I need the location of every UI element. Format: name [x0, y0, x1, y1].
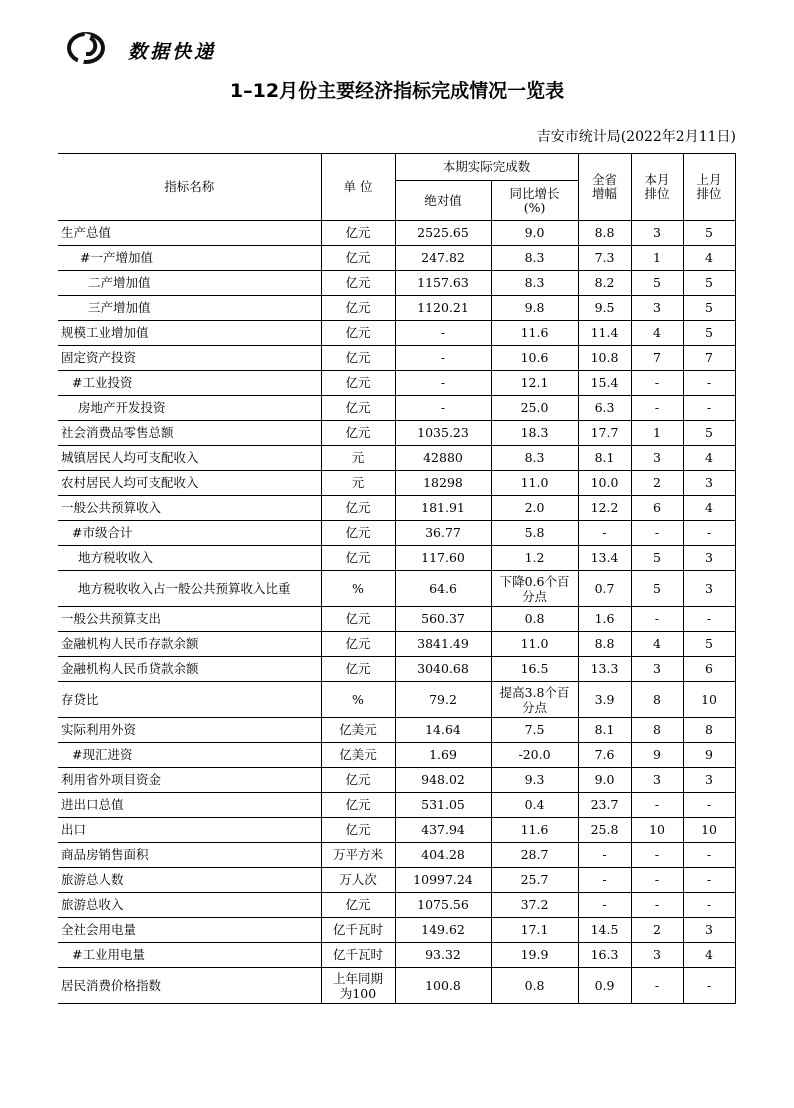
absolute-value: 1120.21	[395, 296, 491, 321]
absolute-value: 42880	[395, 446, 491, 471]
unit-cell: 亿美元	[321, 743, 395, 768]
table-row	[58, 843, 735, 868]
unit-cell: 万人次	[321, 868, 395, 893]
indicator-name: 生产总值	[58, 221, 321, 246]
table-row	[58, 918, 735, 943]
table-row	[58, 571, 735, 607]
province-growth: 8.1	[578, 446, 631, 471]
absolute-value: 1075.56	[395, 893, 491, 918]
table-row	[58, 421, 735, 446]
unit-cell: 元	[321, 446, 395, 471]
table-row	[58, 296, 735, 321]
absolute-value: 531.05	[395, 793, 491, 818]
rank-last-month: 5	[683, 321, 735, 346]
absolute-value: 117.60	[395, 546, 491, 571]
yoy-growth: 17.1	[491, 918, 578, 943]
absolute-value: 18298	[395, 471, 491, 496]
indicator-name: 存贷比	[58, 682, 321, 718]
rank-this-month: 1	[631, 421, 683, 446]
rank-this-month: 5	[631, 546, 683, 571]
rank-last-month: 7	[683, 346, 735, 371]
indicator-name: 房地产开发投资	[58, 396, 321, 421]
rank-this-month: 4	[631, 321, 683, 346]
unit-cell: 元	[321, 471, 395, 496]
indicator-name: 金融机构人民币贷款余额	[58, 657, 321, 682]
rank-last-month: -	[683, 793, 735, 818]
rank-this-month: 3	[631, 768, 683, 793]
rank-last-month: -	[683, 371, 735, 396]
logo-icon	[66, 30, 108, 66]
absolute-value: 3040.68	[395, 657, 491, 682]
table-row	[58, 868, 735, 893]
unit-cell: 亿元	[321, 893, 395, 918]
indicator-name: #工业投资	[58, 371, 321, 396]
rank-last-month: 4	[683, 446, 735, 471]
header-rank-month	[631, 154, 683, 221]
yoy-growth: 18.3	[491, 421, 578, 446]
absolute-value: 404.28	[395, 843, 491, 868]
source-note: 吉安市统计局(2022年2月11日)	[536, 129, 736, 145]
indicator-name: 社会消费品零售总额	[58, 421, 321, 446]
rank-last-month: 3	[683, 546, 735, 571]
rank-this-month: -	[631, 793, 683, 818]
table-row	[58, 632, 735, 657]
absolute-value: -	[395, 396, 491, 421]
table-row	[58, 221, 735, 246]
yoy-growth: 2.0	[491, 496, 578, 521]
unit-cell: %	[321, 682, 395, 718]
rank-last-month: -	[683, 868, 735, 893]
absolute-value: 79.2	[395, 682, 491, 718]
rank-this-month: 5	[631, 571, 683, 607]
unit-cell: 亿元	[321, 346, 395, 371]
absolute-value: 36.77	[395, 521, 491, 546]
header-rank-last-line2: 排位	[696, 186, 722, 201]
unit-cell: 亿元	[321, 396, 395, 421]
yoy-growth: 9.0	[491, 221, 578, 246]
header-period-actual: 本期实际完成数	[395, 154, 578, 181]
indicator-name: 三产增加值	[58, 296, 321, 321]
rank-last-month: 5	[683, 221, 735, 246]
yoy-growth: 5.8	[491, 521, 578, 546]
indicator-name: 规模工业增加值	[58, 321, 321, 346]
province-growth: -	[578, 868, 631, 893]
indicator-name: 地方税收收入	[58, 546, 321, 571]
yoy-growth: 11.6	[491, 818, 578, 843]
yoy-growth: 0.4	[491, 793, 578, 818]
yoy-growth: 37.2	[491, 893, 578, 918]
yoy-growth: 25.7	[491, 868, 578, 893]
absolute-value: 1.69	[395, 743, 491, 768]
unit-cell: 亿元	[321, 271, 395, 296]
province-growth: 0.7	[578, 571, 631, 607]
header-yoy-line1: 同比增长	[509, 185, 560, 201]
header-rank-month-line1: 本月	[644, 172, 670, 187]
rank-this-month: 1	[631, 246, 683, 271]
table-row	[58, 371, 735, 396]
table-row	[58, 657, 735, 682]
indicator-name: #工业用电量	[58, 943, 321, 968]
table-row	[58, 793, 735, 818]
absolute-value: 181.91	[395, 496, 491, 521]
header-rank-month-line2: 排位	[644, 186, 670, 201]
province-growth: 9.5	[578, 296, 631, 321]
indicator-name: 地方税收收入占一般公共预算收入比重	[58, 571, 321, 607]
rank-last-month: 4	[683, 496, 735, 521]
province-growth: -	[578, 521, 631, 546]
unit-cell: 亿千瓦时	[321, 943, 395, 968]
yoy-growth: 12.1	[491, 371, 578, 396]
rank-this-month: 5	[631, 271, 683, 296]
indicator-name: #现汇进资	[58, 743, 321, 768]
absolute-value: 64.6	[395, 571, 491, 607]
absolute-value: 14.64	[395, 718, 491, 743]
unit-cell: 万平方米	[321, 843, 395, 868]
unit-cell: 亿元	[321, 657, 395, 682]
table-row	[58, 271, 735, 296]
indicator-table	[58, 153, 736, 1004]
absolute-value: 437.94	[395, 818, 491, 843]
province-growth: 8.8	[578, 632, 631, 657]
rank-this-month: -	[631, 396, 683, 421]
unit-cell: 亿元	[321, 521, 395, 546]
absolute-value: 247.82	[395, 246, 491, 271]
rank-last-month: 9	[683, 743, 735, 768]
indicator-name: #一产增加值	[58, 246, 321, 271]
rank-this-month: 8	[631, 682, 683, 718]
province-growth: 13.3	[578, 657, 631, 682]
province-growth: 23.7	[578, 793, 631, 818]
table-row	[58, 743, 735, 768]
unit-cell: 上年同期为100	[321, 968, 395, 1004]
yoy-growth: 9.8	[491, 296, 578, 321]
rank-last-month: -	[683, 396, 735, 421]
unit-cell: 亿元	[321, 321, 395, 346]
unit-cell: 亿元	[321, 546, 395, 571]
unit-cell: 亿元	[321, 296, 395, 321]
province-growth: 7.3	[578, 246, 631, 271]
rank-last-month: -	[683, 968, 735, 1004]
unit-cell: 亿元	[321, 371, 395, 396]
province-growth: 11.4	[578, 321, 631, 346]
province-growth: 14.5	[578, 918, 631, 943]
indicator-name: #市级合计	[58, 521, 321, 546]
indicator-name: 旅游总人数	[58, 868, 321, 893]
rank-last-month: 5	[683, 296, 735, 321]
yoy-growth: 10.6	[491, 346, 578, 371]
table-row	[58, 396, 735, 421]
rank-last-month: -	[683, 521, 735, 546]
absolute-value: -	[395, 346, 491, 371]
header-province	[578, 154, 631, 221]
table-row	[58, 943, 735, 968]
yoy-growth: 7.5	[491, 718, 578, 743]
rank-this-month: -	[631, 521, 683, 546]
indicator-name: 农村居民人均可支配收入	[58, 471, 321, 496]
rank-this-month: -	[631, 371, 683, 396]
unit-cell: 亿元	[321, 421, 395, 446]
table-row	[58, 446, 735, 471]
yoy-growth: 11.0	[491, 471, 578, 496]
rank-last-month: 8	[683, 718, 735, 743]
absolute-value: 149.62	[395, 918, 491, 943]
rank-last-month: 5	[683, 632, 735, 657]
unit-cell: 亿元	[321, 818, 395, 843]
indicator-name: 进出口总值	[58, 793, 321, 818]
yoy-growth: 8.3	[491, 446, 578, 471]
table-row	[58, 521, 735, 546]
absolute-value: 93.32	[395, 943, 491, 968]
rank-this-month: 3	[631, 446, 683, 471]
header-rank-last-line1: 上月	[696, 172, 722, 187]
rank-this-month: 9	[631, 743, 683, 768]
header-yoy-line2: (%)	[523, 199, 546, 215]
province-growth: 9.0	[578, 768, 631, 793]
indicator-name: 商品房销售面积	[58, 843, 321, 868]
absolute-value: 1157.63	[395, 271, 491, 296]
rank-last-month: -	[683, 607, 735, 632]
province-growth: 25.8	[578, 818, 631, 843]
yoy-growth: 0.8	[491, 968, 578, 1004]
absolute-value: 100.8	[395, 968, 491, 1004]
rank-this-month: 3	[631, 221, 683, 246]
yoy-growth: 下降0.6个百分点	[491, 571, 578, 607]
unit-cell: 亿元	[321, 793, 395, 818]
header-name: 指标名称	[58, 154, 321, 221]
rank-last-month: 4	[683, 943, 735, 968]
table-row	[58, 968, 735, 1004]
yoy-growth: 9.3	[491, 768, 578, 793]
unit-cell: %	[321, 571, 395, 607]
unit-cell: 亿元	[321, 632, 395, 657]
rank-last-month: 10	[683, 818, 735, 843]
province-growth: 8.2	[578, 271, 631, 296]
province-growth: 10.8	[578, 346, 631, 371]
indicator-name: 一般公共预算收入	[58, 496, 321, 521]
yoy-growth: 0.8	[491, 607, 578, 632]
rank-this-month: 7	[631, 346, 683, 371]
table-row	[58, 246, 735, 271]
rank-last-month: 4	[683, 246, 735, 271]
indicator-name: 一般公共预算支出	[58, 607, 321, 632]
yoy-growth: 25.0	[491, 396, 578, 421]
rank-this-month: -	[631, 607, 683, 632]
rank-last-month: 3	[683, 918, 735, 943]
indicator-name: 出口	[58, 818, 321, 843]
absolute-value: 560.37	[395, 607, 491, 632]
indicator-name: 实际利用外资	[58, 718, 321, 743]
rank-last-month: 3	[683, 768, 735, 793]
rank-this-month: 3	[631, 657, 683, 682]
unit-cell: 亿元	[321, 496, 395, 521]
unit-cell: 亿元	[321, 246, 395, 271]
page-title: 1–12月份主要经济指标完成情况一览表	[229, 80, 565, 102]
province-growth: 0.9	[578, 968, 631, 1004]
province-growth: 7.6	[578, 743, 631, 768]
province-growth: 13.4	[578, 546, 631, 571]
table-row	[58, 682, 735, 718]
header-unit: 单 位	[321, 154, 395, 221]
indicator-name: 利用省外项目资金	[58, 768, 321, 793]
indicator-name: 居民消费价格指数	[58, 968, 321, 1004]
rank-last-month: 5	[683, 271, 735, 296]
absolute-value: 10997.24	[395, 868, 491, 893]
rank-last-month: 3	[683, 471, 735, 496]
absolute-value: -	[395, 371, 491, 396]
table-row	[58, 607, 735, 632]
indicator-name: 固定资产投资	[58, 346, 321, 371]
header-province-line1: 全省	[592, 172, 618, 187]
rank-this-month: -	[631, 968, 683, 1004]
yoy-growth: 11.6	[491, 321, 578, 346]
absolute-value: -	[395, 321, 491, 346]
header-yoy	[491, 181, 578, 221]
yoy-growth: 8.3	[491, 246, 578, 271]
rank-this-month: 3	[631, 296, 683, 321]
rank-this-month: -	[631, 893, 683, 918]
rank-last-month: -	[683, 843, 735, 868]
rank-this-month: 2	[631, 918, 683, 943]
absolute-value: 1035.23	[395, 421, 491, 446]
yoy-growth: 1.2	[491, 546, 578, 571]
indicator-name: 旅游总收入	[58, 893, 321, 918]
province-growth: 3.9	[578, 682, 631, 718]
rank-this-month: 10	[631, 818, 683, 843]
rank-this-month: 3	[631, 943, 683, 968]
table-row	[58, 893, 735, 918]
table-row	[58, 818, 735, 843]
rank-this-month: 4	[631, 632, 683, 657]
province-growth: 8.8	[578, 221, 631, 246]
rank-this-month: 6	[631, 496, 683, 521]
absolute-value: 948.02	[395, 768, 491, 793]
province-growth: 10.0	[578, 471, 631, 496]
province-growth: 12.2	[578, 496, 631, 521]
table-row	[58, 496, 735, 521]
province-growth: 16.3	[578, 943, 631, 968]
unit-cell: 亿美元	[321, 718, 395, 743]
province-growth: -	[578, 893, 631, 918]
yoy-growth: 28.7	[491, 843, 578, 868]
unit-cell: 亿元	[321, 607, 395, 632]
rank-this-month: -	[631, 868, 683, 893]
absolute-value: 2525.65	[395, 221, 491, 246]
rank-last-month: 5	[683, 421, 735, 446]
table-row	[58, 321, 735, 346]
rank-last-month: -	[683, 893, 735, 918]
province-growth: 8.1	[578, 718, 631, 743]
yoy-growth: -20.0	[491, 743, 578, 768]
absolute-value: 3841.49	[395, 632, 491, 657]
province-growth: 17.7	[578, 421, 631, 446]
indicator-name: 二产增加值	[58, 271, 321, 296]
yoy-growth: 19.9	[491, 943, 578, 968]
unit-cell: 亿元	[321, 221, 395, 246]
table-row	[58, 471, 735, 496]
unit-cell: 亿千瓦时	[321, 918, 395, 943]
yoy-growth: 8.3	[491, 271, 578, 296]
rank-last-month: 3	[683, 571, 735, 607]
rank-this-month: 8	[631, 718, 683, 743]
indicator-name: 金融机构人民币存款余额	[58, 632, 321, 657]
rank-last-month: 6	[683, 657, 735, 682]
yoy-growth: 16.5	[491, 657, 578, 682]
province-growth: 15.4	[578, 371, 631, 396]
header-province-line2: 增幅	[592, 186, 618, 201]
yoy-growth: 提高3.8个百分点	[491, 682, 578, 718]
indicator-name: 城镇居民人均可支配收入	[58, 446, 321, 471]
table-row	[58, 718, 735, 743]
rank-this-month: 2	[631, 471, 683, 496]
province-growth: 1.6	[578, 607, 631, 632]
header-rank-last	[683, 154, 735, 221]
province-growth: 6.3	[578, 396, 631, 421]
logo-text: 数据快递	[128, 41, 217, 63]
unit-cell: 亿元	[321, 768, 395, 793]
province-growth: -	[578, 843, 631, 868]
table-row	[58, 346, 735, 371]
table-row	[58, 768, 735, 793]
header-absolute: 绝对值	[395, 181, 491, 221]
table-row	[58, 546, 735, 571]
indicator-name: 全社会用电量	[58, 918, 321, 943]
yoy-growth: 11.0	[491, 632, 578, 657]
rank-last-month: 10	[683, 682, 735, 718]
rank-this-month: -	[631, 843, 683, 868]
